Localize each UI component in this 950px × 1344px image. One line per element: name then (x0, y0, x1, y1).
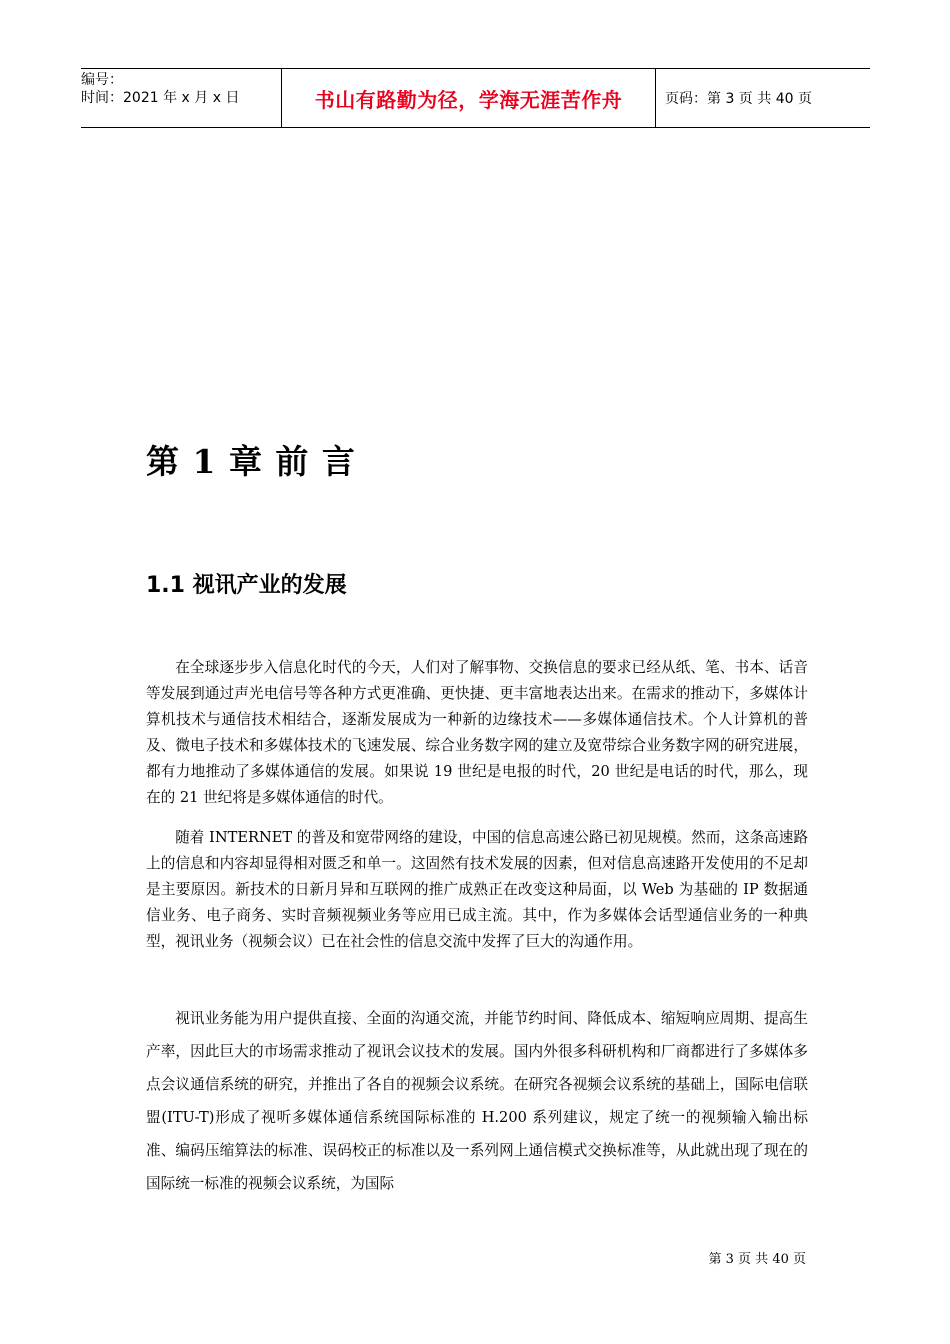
date-label: 时间：2021 年 x 月 x 日 (81, 90, 240, 106)
page-header (81, 68, 870, 128)
page-info-cell (656, 69, 870, 127)
chapter-title: 第 1 章 前 言 (146, 442, 356, 481)
page-footer: 第 3 页 共 40 页 (708, 1252, 806, 1267)
header-meta-cell (81, 69, 282, 127)
body-paragraph-2: 随着 INTERNET 的普及和宽带网络的建设，中国的信息高速公路已初见规模。然而，这条高速路上的信息和内容却显得相对匮乏和单一。这固然有技术发展的因素，但对信息高速路开发使用的不足却是主要原因。新技术的日新月异和互联网的推广成熟正在改变这种局面，以 Web 为基础的 IP 数据通信业务、电子商务、实时音频视频业务等应用已成主流。其中，作为多媒体会话型通信业务的一种典型，视讯业务（视频会议）已在社会性的信息交流中发挥了巨大的沟通作用。 (146, 829, 808, 950)
page-info-text: 页码：第 3 页 共 40 页 (665, 91, 812, 107)
section-title: 1.1 视讯产业的发展 (146, 573, 347, 598)
motto-text: 书山有路勤为径，学海无涯苦作舟 (314, 87, 623, 112)
body-paragraph-1: 在全球逐步步入信息化时代的今天，人们对了解事物、交换信息的要求已经从纸、笔、书本、话音等发展到通过声光电信号等各种方式更准确、更快捷、更丰富地表达出来。在需求的推动下，多媒体计算机技术与通信技术相结合，逐渐发展成为一种新的边缘技术——多媒体通信技术。个人计算机的普及、微电子技术和多媒体技术的飞速发展、综合业务数字网的建立及宽带综合业务数字网的研究进展，都有力地推动了多媒体通信的发展。如果说 19 世纪是电报的时代，20 世纪是电话的时代，那么，现在的 21 世纪将是多媒体通信的时代。 (146, 659, 808, 806)
body-paragraph-3: 视讯业务能为用户提供直接、全面的沟通交流，并能节约时间、降低成本、缩短响应周期、提高生产率，因此巨大的市场需求推动了视讯会议技术的发展。国内外很多科研机构和厂商都进行了多媒体多点会议通信系统的研究，并推出了各自的视频会议系统。在研究各视频会议系统的基础上，国际电信联盟(ITU-T)形成了视听多媒体通信系统国际标准的 H.200 系列建议，规定了统一的视频输入输出标准、编码压缩算法的标准、误码校正的标准以及一系列网上通信模式交换标准等，从此就出现了现在的国际统一标准的视频会议系统，为国际 (146, 1010, 808, 1192)
serial-number-label: 编号： (81, 72, 123, 88)
motto-cell (282, 69, 656, 127)
